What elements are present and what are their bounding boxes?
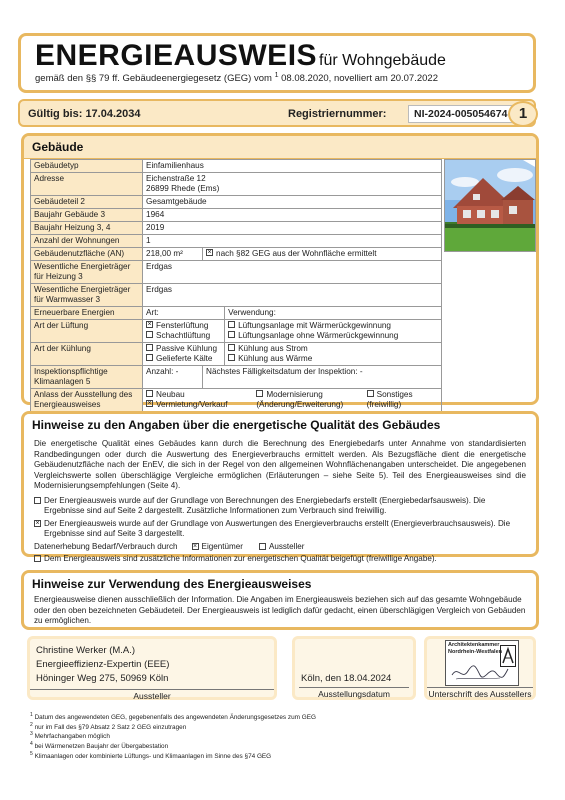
issue-date-label: Ausstellungsdatum	[299, 687, 409, 699]
document-title: ENERGIEAUSWEIS	[35, 39, 318, 72]
checkbox	[146, 331, 153, 338]
checkbox	[228, 354, 235, 361]
handwritten-signature	[450, 661, 510, 683]
notes-body	[24, 436, 536, 570]
document-subtitle: für Wohngebäude	[319, 52, 446, 69]
notes-heading: Hinweise zu den Angaben über die energetische Qualität des Gebäudes	[24, 414, 536, 436]
signature-box	[424, 636, 536, 700]
building-photo	[444, 159, 536, 252]
table-row: Anlass der Ausstellung des Energieausweises Neubau × Vermietung/Verkauf Modernisierung (Änderung/Erweiterung) Sonstiges (freiwillig)	[31, 389, 442, 412]
table-row: Art der Lüftung × Fensterlüftung Schachtlüftung Lüftungsanlage mit Wärmerückgewinnung Lüftungsanlage ohne Wärmerückgewinnung	[31, 320, 442, 343]
table-row: Baujahr Heizung 3, 4 2019	[31, 222, 442, 235]
table-row: Gebäudeteil 2 Gesamtgebäude	[31, 196, 442, 209]
footnote: $^1$ Datum des angewendeten GEG, gegebenenfalls des angewendeten Änderungsgesetzes zum GEG	[30, 712, 316, 722]
table-row: Wesentliche Energieträger für Heizung 3 Erdgas	[31, 261, 442, 284]
page-number-badge: 1	[508, 101, 538, 127]
list-item: × Der Energieausweis wurde auf der Grundlage von Auswertungen des Energieverbrauchs erstellt (Energieverbrauchsausweis). Die Ergebnisse sind auf Seite 3 dargestellt.	[35, 518, 511, 538]
footnotes	[30, 712, 316, 761]
footnote: $^5$ Klimaanlagen oder kombinierte Lüftungs- und Klimaanlagen im Sinne des §74 GEG	[30, 750, 272, 760]
table-row: Wesentliche Energieträger für Warmwasser 3 Erdgas	[31, 284, 442, 307]
valid-until: Gültig bis: 17.04.2034	[28, 108, 141, 120]
checkbox-checked: ×	[147, 400, 152, 408]
issuer-name: Christine Werker (M.A.)	[36, 645, 136, 656]
date-box	[292, 636, 416, 700]
law-reference: gemäß den §§ 79 ff. Gebäudeenergiegesetz (GEG) vom $^1$ 08.08.2020, novelliert am 20.07.2022	[35, 72, 438, 85]
footnote: $^3$ Mehrfachangaben möglich	[30, 731, 110, 741]
issuer-label: Aussteller	[30, 689, 274, 701]
checkbox	[34, 497, 41, 504]
table-row: Baujahr Gebäude 3 1964	[31, 209, 442, 222]
checkbox	[228, 321, 235, 328]
issue-date: Köln, den 18.04.2024	[301, 673, 392, 684]
footnote: $^4$ bei Wärmenetzen Baujahr der Übergabestation	[30, 741, 169, 751]
table-row: Erneuerbare Energien Art: Verwendung:	[31, 307, 442, 320]
usage-text: Energieausweise dienen ausschließlich der Information. Die Angaben im Energieausweis beziehen sich auf das gesamte Wohngebäude oder den oben bezeichneten Gebäudeteil. Der Energieausweis ist lediglich dafür gedacht, einen überschlägigen Vergleich von Gebäuden zu ermöglichen.	[34, 595, 526, 625]
table-row: Inspektionspflichtige Klimaanlagen 5 Anzahl: - Nächstes Fälligkeitsdatum der Inspektion: -	[31, 366, 442, 389]
checkbox	[228, 344, 235, 351]
footnote: $^2$ nur im Fall des §79 Absatz 2 Satz 2 GEG einzutragen	[30, 721, 187, 731]
notes-section	[21, 411, 539, 563]
registration-number: NI-2024-005054674	[408, 105, 516, 123]
list-item: Datenerhebung Bedarf/Verbrauch durch × Eigentümer Aussteller	[34, 541, 305, 551]
checkbox-checked: ×	[193, 542, 198, 550]
list-item: Der Energieausweis wurde auf der Grundlage von Berechnungen des Energiebedarfs erstellt (Energiebedarfsausweis). Die Ergebnisse sind auf Seite 2 dargestellt. Zusätzliche Informationen zum Verbrauch sind freiwillig.	[34, 496, 526, 517]
checkbox-checked: ×	[147, 321, 152, 329]
signature-label: Unterschrift des Ausstellers	[428, 689, 532, 699]
checkbox	[259, 543, 266, 550]
building-heading: Gebäude	[24, 136, 536, 159]
chamber-stamp: Architektenkammer Nordrhein-Westfalen	[445, 640, 519, 686]
checkbox	[146, 344, 153, 351]
checkbox-checked: ×	[35, 519, 40, 527]
issuer-address: Höninger Weg 275, 50969 Köln	[36, 673, 169, 684]
table-row: Art der Kühlung Passive Kühlung Gelieferte Kälte Kühlung aus Strom Kühlung aus Wärme	[31, 343, 442, 366]
building-section	[21, 133, 539, 409]
registration-label: Registriernummer:	[288, 108, 387, 120]
checkbox	[146, 390, 153, 397]
notes-intro: Die energetische Qualität eines Gebäudes kann durch die Berechnung des Energiebedarfs unter Annahme von standardisierten Randbedingungen oder durch die Auswertung des Energieverbrauchs ermittelt werden. Als Bezugsfläche dient die energetische Gebäudenutzfläche nach der EnEV, die sich in der Regel von den allgemeinen Wohnflächenangaben unterscheidet. Die angegebenen Vergleichswerte sollen überschlägige Vergleiche ermöglichen (Erläuterungen – siehe Seite 5). Teil des Energieausweises sind die Modernisierungsempfehlungen (Seite 4).	[34, 439, 526, 490]
table-row: Gebäudenutzfläche (AN) 218,00 m² × nach §82 GEG aus der Wohnfläche ermittelt	[31, 248, 442, 261]
table-row: Gebäudetyp Einfamilienhaus	[31, 160, 442, 173]
validity-bar	[18, 99, 536, 127]
issuer-box	[27, 636, 277, 700]
checkbox	[256, 390, 263, 397]
checkbox-checked: ×	[207, 249, 212, 257]
checkbox	[34, 555, 41, 562]
checkbox	[146, 354, 153, 361]
building-table	[30, 159, 442, 412]
title-box	[18, 33, 536, 93]
issuer-title: Energieeffizienz-Expertin (EEE)	[36, 659, 170, 670]
checkbox	[367, 390, 374, 397]
usage-section	[21, 570, 539, 630]
usage-heading: Hinweise zur Verwendung des Energieausweises	[24, 573, 536, 595]
table-row: Adresse Eichenstraße 12 26899 Rhede (Ems)	[31, 173, 442, 196]
checkbox	[228, 331, 235, 338]
list-item: Dem Energieausweis sind zusätzliche Informationen zur energetischen Qualität beigefügt (freiwillige Angabe).	[34, 554, 526, 565]
table-row: Anzahl der Wohnungen 1	[31, 235, 442, 248]
